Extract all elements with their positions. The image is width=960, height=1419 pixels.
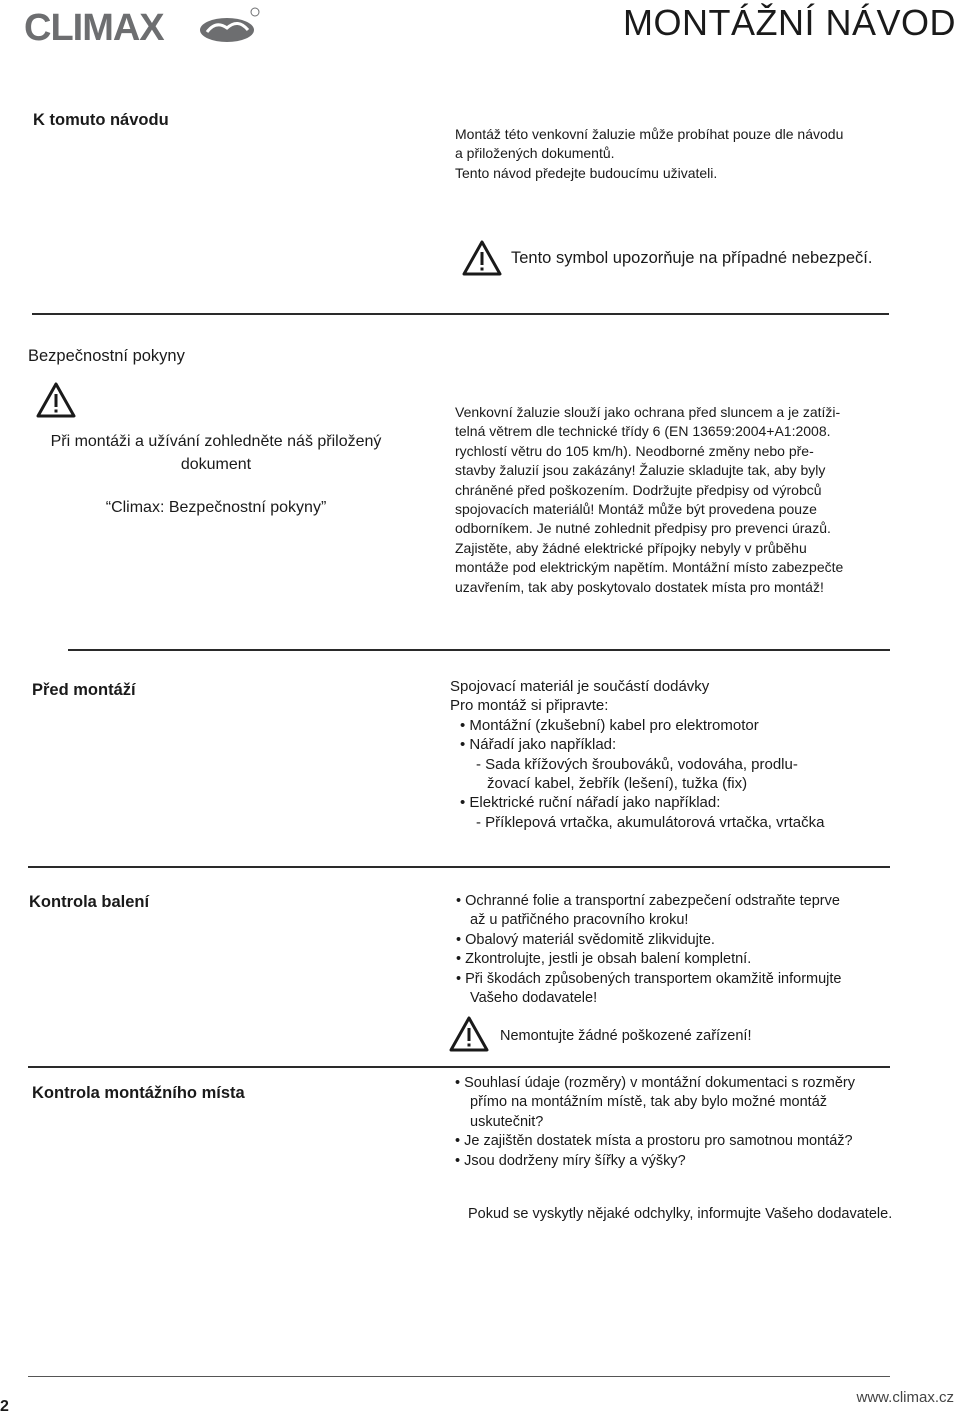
list-item: Pro montáž si připravte: xyxy=(450,697,609,715)
site-note: Pokud se vyskytly nějaké odchylky, informujte Vašeho dodavatele. xyxy=(468,1206,893,1222)
before-list xyxy=(450,677,824,832)
list-item: přímo na montážním místě, tak aby bylo možné montáž xyxy=(470,1094,828,1111)
list-item: • Ochranné folie a transportní zabezpečení odstraňte teprve xyxy=(456,892,841,911)
warning-text: Tento symbol upozorňuje na případné nebezpečí. xyxy=(511,249,873,267)
footer-url: www.climax.cz xyxy=(856,1389,954,1406)
page-number: 2 xyxy=(0,1398,9,1415)
list-item: • Jsou dodrženy míry šířky a výšky? xyxy=(455,1152,855,1171)
safety-line: chráněné před poškozením. Dodržujte předpisy od výrobců xyxy=(455,481,822,498)
divider xyxy=(68,649,890,651)
safety-line: montáže pod elektrickým napětím. Montážní místo zabezpečte xyxy=(455,559,844,576)
intro-line: Tento návod předejte budoucímu uživateli. xyxy=(455,164,718,181)
safety-line: odborníkem. Je nutné zohlednit předpisy pro prevenci úrazů. xyxy=(455,520,831,537)
intro-line: a přiložených dokumentů. xyxy=(455,145,615,162)
list-item: • Je zajištěn dostatek místa a prostoru pro samotnou montáž? xyxy=(455,1132,855,1151)
list-item: až u patřičného pracovního kroku! xyxy=(470,912,689,929)
list-item: žovací kabel, žebřík (lešení), tužka (fix) xyxy=(487,775,748,793)
list-item: • Souhlasí údaje (rozměry) v montážní dokumentaci s rozměry xyxy=(455,1074,855,1093)
warning-icon xyxy=(449,1016,489,1052)
list-item: • Elektrické ruční nářadí jako například: xyxy=(450,793,824,812)
safety-left-line: Při montáži a užívání zohledněte náš přiložený xyxy=(50,433,382,450)
list-item: • Montážní (zkušební) kabel pro elektromotor xyxy=(450,716,824,735)
safety-paragraph xyxy=(455,403,843,597)
site-list xyxy=(455,1074,855,1171)
site-heading: Kontrola montážního místa xyxy=(32,1084,245,1102)
intro-paragraph xyxy=(455,125,843,183)
safety-document-name: “Climax: Bezpečnostní pokyny” xyxy=(105,499,327,516)
safety-line: Venkovní žaluzie slouží jako ochrana před sluncem a je zatíži- xyxy=(455,404,841,420)
safety-line: stavby žaluzií jsou zakázány! Žaluzie skladujte tak, aby byly xyxy=(455,462,826,479)
list-item: Spojovací materiál je součástí dodávky xyxy=(450,678,710,695)
divider xyxy=(32,313,889,315)
safety-line: telná větrem dle technické třídy 6 (EN 13659:2004+A1:2008. xyxy=(455,423,831,440)
package-list xyxy=(456,892,841,1008)
safety-line: Zajistěte, aby žádné elektrické přípojky nebyly v průběhu xyxy=(455,539,807,556)
before-heading: Před montáží xyxy=(32,681,136,699)
safety-line: uzavřením, tak aby poskytovalo dostatek místa pro montáž! xyxy=(455,578,824,595)
list-item: Vašeho dodavatele! xyxy=(470,990,598,1007)
warning-icon xyxy=(36,382,76,418)
svg-text:CLIMAX: CLIMAX xyxy=(24,7,164,46)
climax-logo xyxy=(24,6,260,46)
intro-heading: K tomuto návodu xyxy=(33,111,169,129)
package-heading: Kontrola balení xyxy=(29,893,150,911)
list-item: • Zkontrolujte, jestli je obsah balení kompletní. xyxy=(456,950,841,969)
list-item: uskutečnit? xyxy=(470,1113,544,1130)
list-item: - Sada křížových šroubováků, vodováha, prodlu- xyxy=(476,755,798,773)
intro-line: Montáž této venkovní žaluzie může probíhat pouze dle návodu xyxy=(455,126,844,142)
list-item: • Obalový materiál svědomitě zlikvidujte. xyxy=(456,931,841,950)
divider xyxy=(28,1066,890,1068)
warning-icon xyxy=(462,240,502,276)
list-item: - Příklepová vrtačka, akumulátorová vrtačka, vrtačka xyxy=(476,813,825,831)
safety-line: rychlostí větru do 105 km/h). Neodborné změny nebo pře- xyxy=(455,442,814,459)
safety-heading: Bezpečnostní pokyny xyxy=(28,347,185,365)
page-title: MONTÁŽNÍ NÁVOD xyxy=(622,2,956,43)
safety-line: spojovacích materiálů! Montáž může být provedena pouze xyxy=(455,501,817,518)
footer-divider xyxy=(28,1376,890,1377)
safety-left-text xyxy=(26,430,406,519)
list-item: • Nářadí jako například: xyxy=(450,735,824,754)
divider xyxy=(28,866,890,868)
package-warning-text: Nemontujte žádné poškozené zařízení! xyxy=(500,1028,752,1044)
list-item: • Při škodách způsobených transportem okamžitě informujte xyxy=(456,970,841,989)
safety-left-line: dokument xyxy=(180,456,252,473)
